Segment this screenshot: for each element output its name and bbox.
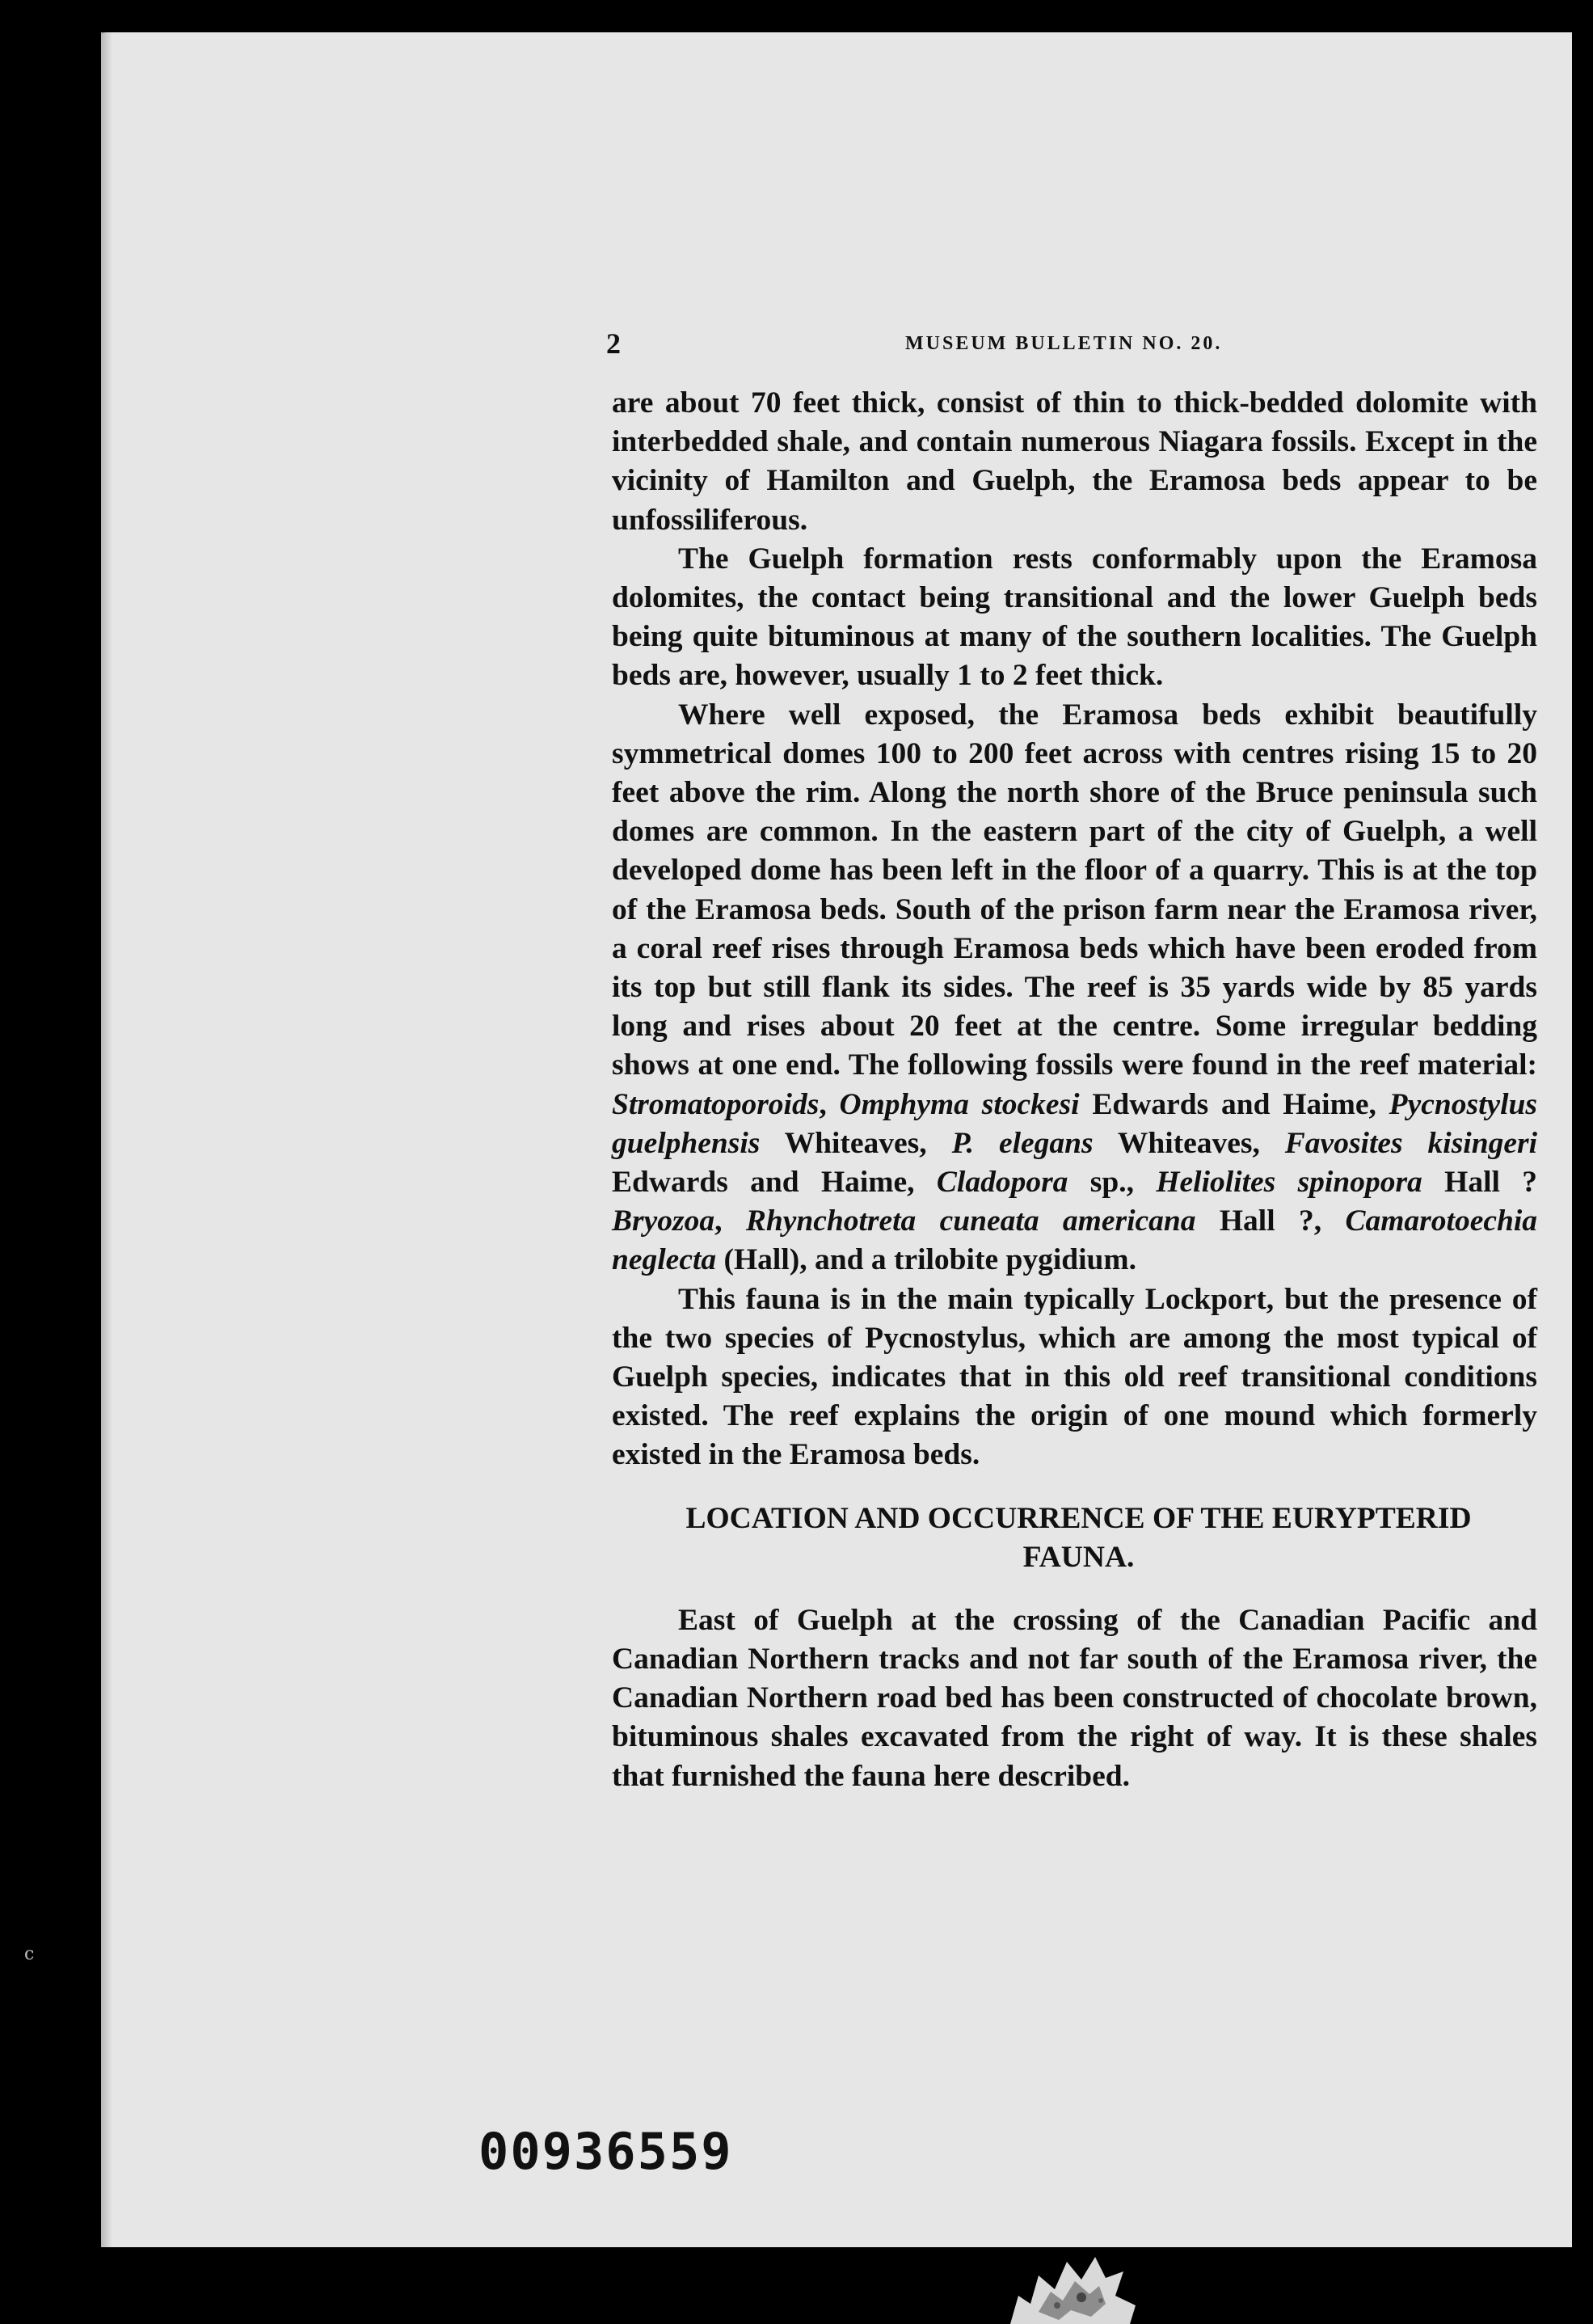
right-dark-edge [1572,0,1593,2324]
paragraph-fauna-lockport: This fauna is in the main typically Lockport, but the presence of the two species of Pycnostylus, which are among the most typical of Guelph species, indicates that in this old reef transitional conditions existed. The reef explains the origin of one mound which formerly existed in the Eramosa beds. [612,1282,1537,1472]
fossil-author: Hall ? [1422,1166,1538,1200]
fossil-separator: , [819,1087,840,1121]
fossil-name: Heliolites spinopora [1156,1166,1422,1200]
running-head-title: MUSEUM BULLETIN NO. 20. [905,333,1223,354]
fossil-author: sp., [1068,1166,1157,1200]
fossil-author: Edwards and Haime, [1079,1087,1389,1121]
fossil-name: Bryozoa [612,1204,715,1238]
fossil-name: Pycnostylus guelphensis [612,1087,1537,1160]
section-heading-line-1: LOCATION AND OCCURRENCE OF THE EURYPTERID [685,1501,1472,1535]
paragraph-location: East of Guelph at the crossing of the Canadian Pacific and Canadian Northern tracks and not far south of the Eramosa river, the Canadian Northern road bed has been constructed of chocolate brown, bituminous shales excavated from the right of way. It is these shales that furnished the fauna here described. [612,1603,1537,1793]
margin-mark: c [24,1944,35,1964]
fossil-separator: , [714,1204,746,1238]
fossil-name: Rhynchotreta cuneata americana [745,1204,1196,1238]
fossil-name: P. elegans [951,1126,1094,1160]
reef-description: Where well exposed, the Eramosa beds exhibit beautifully symmetrical domes 100 to 200 feet across with centres rising 15 to 20 feet above the rim. Along the north shore of the Bruce peninsula such domes are common. In the eastern part of the city of Guelph, a well developed dome has been left in the floor of a quarry. This is at the top of the Eramosa beds. South of the prison farm near the Eramosa river, a coral reef rises through Eramosa beds which have been eroded from its top but still flank its sides. The reef is 35 yards wide by 85 yards long and rises about 20 feet at the centre. Some irregular bedding shows at one end. The following fossils were found in the reef material: [612,698,1537,1082]
section-heading [620,1499,1537,1577]
fossil-author: Whiteaves, [760,1126,952,1160]
fossil-author: Whiteaves, [1093,1126,1285,1160]
fossil-name: Favosites kisingeri [1284,1126,1537,1160]
paragraph-guelph-formation: The Guelph formation rests conformably upon the Eramosa dolomites, the contact being transitional and the lower Guelph beds being quite bituminous at many of the southern localities. The Guelph beds are, however, usually 1 to 2 feet thick. [612,542,1537,693]
fossil-name: Camarotoechia neglecta [612,1204,1538,1277]
fossil-author: Hall ?, [1195,1204,1346,1238]
page-number: 2 [606,327,621,360]
scan-debris-icon [994,2247,1148,2324]
catalog-number: 00936559 [478,2122,733,2181]
section-heading-line-2: FAUNA. [1022,1540,1135,1574]
fossil-name: Omphyma stockesi [839,1087,1080,1121]
fossil-name: Cladopora [936,1166,1068,1200]
page-edge-shadow [101,32,112,2247]
fossil-name: Stromatoporoids [612,1087,820,1121]
paragraph-continuation: are about 70 feet thick, consist of thin to thick-bedded dolomite with interbedded shale, and contain numerous Niagara fossils. Except in the vicinity of Hamilton and Guelph, the Eramosa beds appear to be unfossiliferous. [612,386,1537,537]
fossil-author: (Hall), and a trilobite pygidium. [716,1243,1136,1277]
body-text [612,384,1537,1796]
paragraph-eramosa-domes [612,696,1537,1280]
fossil-list [612,1088,1537,1277]
fossil-author: Edwards and Haime, [612,1166,937,1200]
running-head [606,327,1495,360]
